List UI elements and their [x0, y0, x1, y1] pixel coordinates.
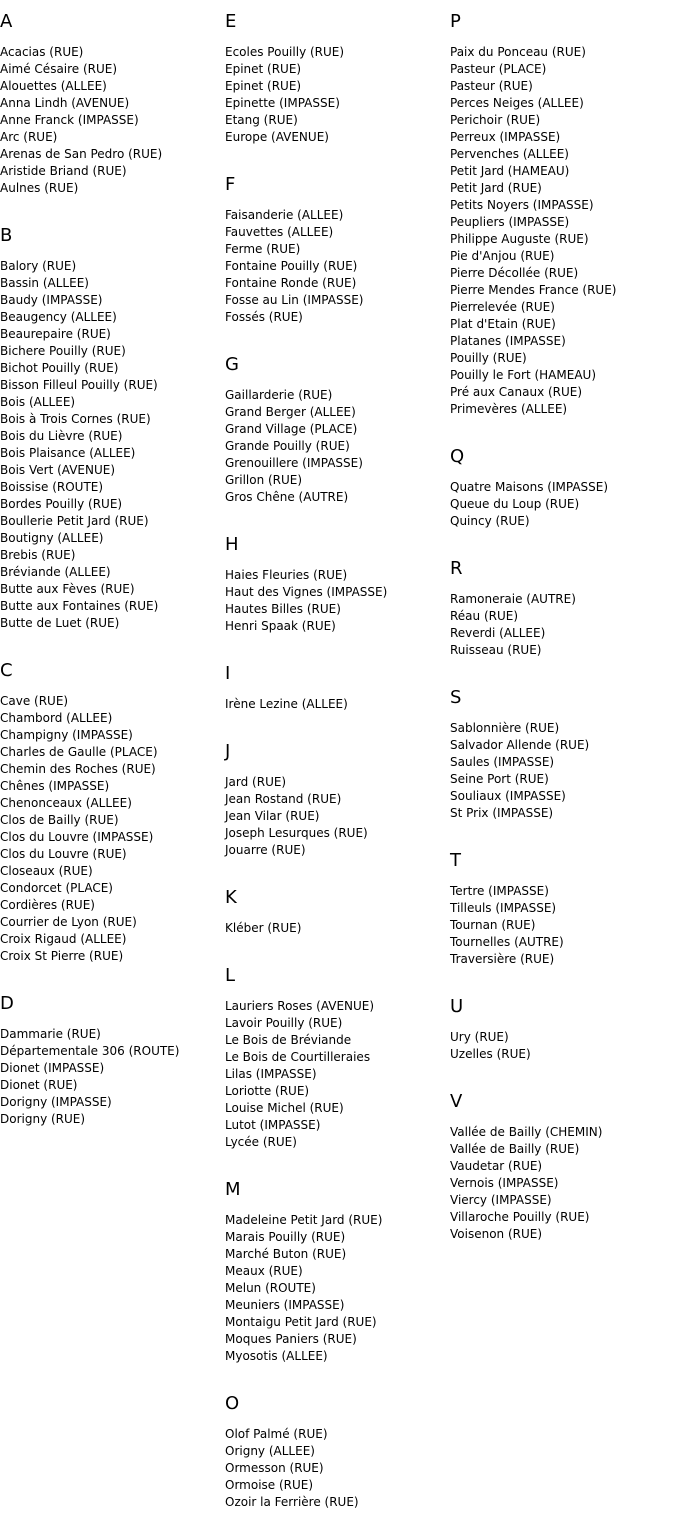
- letter-heading: V: [450, 1091, 463, 1112]
- letter-heading: A: [0, 11, 13, 32]
- section-spacer: [225, 146, 450, 163]
- letter-heading: T: [450, 850, 461, 871]
- section-spacer: [225, 937, 450, 954]
- street-list: [450, 479, 675, 530]
- street-index-column-2: [225, 0, 450, 1528]
- street-link[interactable]: Bisson Filleul Pouilly (RUE): [0, 378, 158, 392]
- street-link[interactable]: Vallée de Bailly (CHEMIN): [450, 1125, 603, 1139]
- letter-section-i: [225, 652, 450, 730]
- street-list: [0, 1026, 225, 1128]
- street-list: [0, 258, 225, 632]
- street-link[interactable]: Kléber (RUE): [225, 921, 302, 935]
- letter-heading: B: [0, 225, 13, 246]
- section-spacer: [450, 659, 675, 676]
- street-list: [450, 883, 675, 968]
- section-spacer: [225, 635, 450, 652]
- street-link[interactable]: Chênes (IMPASSE): [0, 779, 110, 793]
- street-link[interactable]: Traversière (RUE): [450, 952, 555, 966]
- street-link[interactable]: Bois à Trois Cornes (RUE): [0, 412, 151, 426]
- street-link[interactable]: Meuniers (IMPASSE): [225, 1298, 345, 1312]
- street-list: [225, 1426, 450, 1511]
- street-link[interactable]: Platanes (IMPASSE): [450, 334, 566, 348]
- street-link[interactable]: Bréviande (ALLEE): [0, 565, 111, 579]
- street-link[interactable]: Fontaine Ronde (RUE): [225, 276, 357, 290]
- street-link[interactable]: Paix du Ponceau (RUE): [450, 45, 586, 59]
- letter-heading: Q: [450, 446, 465, 467]
- street-link[interactable]: Anna Lindh (AVENUE): [0, 96, 130, 110]
- street-link[interactable]: Grande Pouilly (RUE): [225, 439, 350, 453]
- letter-section-l: [225, 954, 450, 1168]
- street-link[interactable]: Fauvettes (ALLEE): [225, 225, 334, 239]
- street-link[interactable]: Hautes Billes (RUE): [225, 602, 341, 616]
- street-link[interactable]: Pouilly le Fort (HAMEAU): [450, 368, 596, 382]
- street-list: [450, 1029, 675, 1063]
- street-link[interactable]: Vallée de Bailly (RUE): [450, 1142, 580, 1156]
- street-link[interactable]: Petit Jard (RUE): [450, 181, 542, 195]
- street-link[interactable]: Voisenon (RUE): [450, 1227, 543, 1241]
- street-link[interactable]: Grillon (RUE): [225, 473, 303, 487]
- letter-heading: O: [225, 1393, 240, 1414]
- street-link[interactable]: Anne Franck (IMPASSE): [0, 113, 139, 127]
- section-spacer: [225, 1365, 450, 1382]
- street-link[interactable]: Olof Palmé (RUE): [225, 1427, 328, 1441]
- street-link[interactable]: Lavoir Pouilly (RUE): [225, 1016, 343, 1030]
- street-link[interactable]: Meaux (RUE): [225, 1264, 303, 1278]
- letter-section-b: [0, 214, 225, 649]
- street-link[interactable]: Epinette (IMPASSE): [225, 96, 340, 110]
- street-list: [225, 920, 450, 937]
- street-link[interactable]: Beaurepaire (RUE): [0, 327, 111, 341]
- street-link[interactable]: Bois Vert (AVENUE): [0, 463, 116, 477]
- street-link[interactable]: Réau (RUE): [450, 609, 519, 623]
- street-link[interactable]: Dionet (IMPASSE): [0, 1061, 105, 1075]
- street-list: [450, 1124, 675, 1243]
- street-list: [225, 567, 450, 635]
- street-list: [0, 693, 225, 965]
- street-link[interactable]: Quincy (RUE): [450, 514, 530, 528]
- street-link[interactable]: Boutigny (ALLEE): [0, 531, 104, 545]
- letter-heading: S: [450, 687, 462, 708]
- street-link[interactable]: Louise Michel (RUE): [225, 1101, 344, 1115]
- letter-section-f: [225, 163, 450, 343]
- street-link[interactable]: Villaroche Pouilly (RUE): [450, 1210, 590, 1224]
- street-link[interactable]: Gros Chêne (AUTRE): [225, 490, 349, 504]
- street-link[interactable]: Ormoise (RUE): [225, 1478, 314, 1492]
- section-spacer: [450, 1243, 675, 1260]
- street-link[interactable]: Haies Fleuries (RUE): [225, 568, 348, 582]
- street-index-column-3: [450, 0, 675, 1260]
- letter-section-o: [225, 1382, 450, 1528]
- section-spacer: [225, 326, 450, 343]
- street-link[interactable]: Marais Pouilly (RUE): [225, 1230, 346, 1244]
- street-list: [450, 44, 675, 418]
- letter-heading: J: [225, 741, 231, 762]
- letter-section-m: [225, 1168, 450, 1382]
- street-link[interactable]: Saules (IMPASSE): [450, 755, 555, 769]
- letter-heading: L: [225, 965, 236, 986]
- street-link[interactable]: Ury (RUE): [450, 1030, 509, 1044]
- street-link[interactable]: Croix Rigaud (ALLEE): [0, 932, 127, 946]
- street-link[interactable]: Pasteur (PLACE): [450, 62, 547, 76]
- street-link[interactable]: Jouarre (RUE): [225, 843, 306, 857]
- street-link[interactable]: Butte aux Fontaines (RUE): [0, 599, 159, 613]
- street-link[interactable]: Le Bois de Courtilleraies: [225, 1050, 371, 1064]
- street-link[interactable]: Epinet (RUE): [225, 79, 302, 93]
- street-link[interactable]: Gaillarderie (RUE): [225, 388, 333, 402]
- letter-section-a: [0, 0, 225, 214]
- street-link[interactable]: Vaudetar (RUE): [450, 1159, 543, 1173]
- letter-heading: I: [225, 663, 231, 684]
- street-list: [450, 591, 675, 659]
- street-link[interactable]: Beaugency (ALLEE): [0, 310, 117, 324]
- street-link[interactable]: Chemin des Roches (RUE): [0, 762, 156, 776]
- street-link[interactable]: Le Bois de Bréviande: [225, 1033, 352, 1047]
- letter-heading: M: [225, 1179, 241, 1200]
- street-link[interactable]: Plat d'Etain (RUE): [450, 317, 556, 331]
- street-link[interactable]: Pouilly (RUE): [450, 351, 527, 365]
- street-link[interactable]: Courrier de Lyon (RUE): [0, 915, 137, 929]
- letter-section-t: [450, 839, 675, 985]
- street-link[interactable]: Clos du Louvre (IMPASSE): [0, 830, 154, 844]
- street-link[interactable]: Cordières (RUE): [0, 898, 95, 912]
- street-link[interactable]: Irène Lezine (ALLEE): [225, 697, 348, 711]
- letter-section-u: [450, 985, 675, 1080]
- letter-heading: U: [450, 996, 464, 1017]
- street-link[interactable]: Perichoir (RUE): [450, 113, 541, 127]
- street-link[interactable]: Dammarie (RUE): [0, 1027, 101, 1041]
- street-link[interactable]: Bordes Pouilly (RUE): [0, 497, 123, 511]
- street-link[interactable]: Closeaux (RUE): [0, 864, 93, 878]
- street-link[interactable]: Condorcet (PLACE): [0, 881, 113, 895]
- street-link[interactable]: Pasteur (RUE): [450, 79, 533, 93]
- street-link[interactable]: Aulnes (RUE): [0, 181, 79, 195]
- letter-section-j: [225, 730, 450, 876]
- letter-heading: F: [225, 174, 236, 195]
- street-link[interactable]: Lilas (IMPASSE): [225, 1067, 317, 1081]
- letter-section-h: [225, 523, 450, 652]
- street-link[interactable]: Philippe Auguste (RUE): [450, 232, 589, 246]
- section-spacer: [450, 418, 675, 435]
- street-link[interactable]: Clos de Bailly (RUE): [0, 813, 119, 827]
- section-spacer: [450, 1063, 675, 1080]
- section-spacer: [225, 859, 450, 876]
- street-link[interactable]: Reverdi (ALLEE): [450, 626, 546, 640]
- street-link[interactable]: Aristide Briand (RUE): [0, 164, 127, 178]
- section-spacer: [225, 1511, 450, 1528]
- street-link[interactable]: Bassin (ALLEE): [0, 276, 89, 290]
- street-link[interactable]: Dorigny (IMPASSE): [0, 1095, 112, 1109]
- letter-heading: E: [225, 11, 237, 32]
- street-link[interactable]: Tournelles (AUTRE): [450, 935, 564, 949]
- street-link[interactable]: Acacias (RUE): [0, 45, 84, 59]
- street-list: [450, 720, 675, 822]
- street-link[interactable]: Champigny (IMPASSE): [0, 728, 133, 742]
- street-link[interactable]: Bois Plaisance (ALLEE): [0, 446, 136, 460]
- street-link[interactable]: Arc (RUE): [0, 130, 58, 144]
- letter-section-k: [225, 876, 450, 954]
- letter-section-s: [450, 676, 675, 839]
- street-link[interactable]: Loriotte (RUE): [225, 1084, 310, 1098]
- street-link[interactable]: Lutot (IMPASSE): [225, 1118, 321, 1132]
- street-link[interactable]: Henri Spaak (RUE): [225, 619, 336, 633]
- street-link[interactable]: Epinet (RUE): [225, 62, 302, 76]
- letter-section-r: [450, 547, 675, 676]
- street-link[interactable]: Queue du Loup (RUE): [450, 497, 580, 511]
- street-link[interactable]: Grenouillere (IMPASSE): [225, 456, 363, 470]
- street-link[interactable]: Ramoneraie (AUTRE): [450, 592, 576, 606]
- street-link[interactable]: Seine Port (RUE): [450, 772, 549, 786]
- street-list: [225, 998, 450, 1151]
- street-link[interactable]: Fosse au Lin (IMPASSE): [225, 293, 364, 307]
- street-link[interactable]: Etang (RUE): [225, 113, 298, 127]
- section-spacer: [450, 822, 675, 839]
- street-link[interactable]: Montaigu Petit Jard (RUE): [225, 1315, 377, 1329]
- letter-section-p: [450, 0, 675, 435]
- street-link[interactable]: Pré aux Canaux (RUE): [450, 385, 583, 399]
- street-link[interactable]: Jean Vilar (RUE): [225, 809, 320, 823]
- street-link[interactable]: Butte aux Fèves (RUE): [0, 582, 135, 596]
- section-spacer: [450, 968, 675, 985]
- street-link[interactable]: Moques Paniers (RUE): [225, 1332, 357, 1346]
- street-link[interactable]: Brebis (RUE): [0, 548, 76, 562]
- street-link[interactable]: Europe (AVENUE): [225, 130, 329, 144]
- street-link[interactable]: Grand Berger (ALLEE): [225, 405, 356, 419]
- street-link[interactable]: Pierre Mendes France (RUE): [450, 283, 617, 297]
- street-link[interactable]: Madeleine Petit Jard (RUE): [225, 1213, 383, 1227]
- street-link[interactable]: Aimé Césaire (RUE): [0, 62, 118, 76]
- street-link[interactable]: Fossés (RUE): [225, 310, 303, 324]
- street-link[interactable]: Alouettes (ALLEE): [0, 79, 107, 93]
- street-link[interactable]: Boullerie Petit Jard (RUE): [0, 514, 149, 528]
- street-link[interactable]: Clos du Louvre (RUE): [0, 847, 127, 861]
- street-link[interactable]: Marché Buton (RUE): [225, 1247, 347, 1261]
- street-list: [225, 44, 450, 146]
- street-link[interactable]: Viercy (IMPASSE): [450, 1193, 552, 1207]
- street-link[interactable]: Pervenches (ALLEE): [450, 147, 569, 161]
- street-link[interactable]: Dorigny (RUE): [0, 1112, 86, 1126]
- street-link[interactable]: Pie d'Anjou (RUE): [450, 249, 555, 263]
- street-link[interactable]: Chambord (ALLEE): [0, 711, 113, 725]
- street-link[interactable]: Souliaux (IMPASSE): [450, 789, 566, 803]
- letter-heading: K: [225, 887, 237, 908]
- street-link[interactable]: Petits Noyers (IMPASSE): [450, 198, 594, 212]
- street-link[interactable]: St Prix (IMPASSE): [450, 806, 554, 820]
- section-spacer: [225, 1151, 450, 1168]
- street-link[interactable]: Ozoir la Ferrière (RUE): [225, 1495, 359, 1509]
- street-link[interactable]: Départementale 306 (ROUTE): [0, 1044, 180, 1058]
- street-link[interactable]: Tilleuls (IMPASSE): [450, 901, 557, 915]
- letter-section-e: [225, 0, 450, 163]
- street-link[interactable]: Cave (RUE): [0, 694, 69, 708]
- street-link[interactable]: Ferme (RUE): [225, 242, 301, 256]
- section-spacer: [450, 530, 675, 547]
- street-link[interactable]: Grand Village (PLACE): [225, 422, 358, 436]
- street-link[interactable]: Lauriers Roses (AVENUE): [225, 999, 375, 1013]
- street-link[interactable]: Faisanderie (ALLEE): [225, 208, 344, 222]
- letter-heading: R: [450, 558, 463, 579]
- street-link[interactable]: Pierre Décollée (RUE): [450, 266, 579, 280]
- street-list: [225, 207, 450, 326]
- street-link[interactable]: Dionet (RUE): [0, 1078, 78, 1092]
- street-link[interactable]: Joseph Lesurques (RUE): [225, 826, 368, 840]
- section-spacer: [0, 632, 225, 649]
- street-link[interactable]: Charles de Gaulle (PLACE): [0, 745, 158, 759]
- street-link[interactable]: Bois du Lièvre (RUE): [0, 429, 123, 443]
- letter-section-q: [450, 435, 675, 547]
- section-spacer: [225, 713, 450, 730]
- street-link[interactable]: Balory (RUE): [0, 259, 77, 273]
- street-link[interactable]: Butte de Luet (RUE): [0, 616, 120, 630]
- street-link[interactable]: Haut des Vignes (IMPASSE): [225, 585, 388, 599]
- section-spacer: [0, 965, 225, 982]
- street-link[interactable]: Bichot Pouilly (RUE): [0, 361, 119, 375]
- street-link[interactable]: Vernois (IMPASSE): [450, 1176, 559, 1190]
- letter-heading: G: [225, 354, 239, 375]
- street-list: [225, 1212, 450, 1365]
- street-link[interactable]: Tertre (IMPASSE): [450, 884, 549, 898]
- street-link[interactable]: Perces Neiges (ALLEE): [450, 96, 584, 110]
- street-list: [0, 44, 225, 197]
- street-link[interactable]: Origny (ALLEE): [225, 1444, 315, 1458]
- street-link[interactable]: Jard (RUE): [225, 775, 287, 789]
- letter-section-c: [0, 649, 225, 982]
- street-link[interactable]: Fontaine Pouilly (RUE): [225, 259, 358, 273]
- street-link[interactable]: Chenonceaux (ALLEE): [0, 796, 132, 810]
- street-link[interactable]: Melun (ROUTE): [225, 1281, 316, 1295]
- street-link[interactable]: Jean Rostand (RUE): [225, 792, 342, 806]
- street-link[interactable]: Ecoles Pouilly (RUE): [225, 45, 345, 59]
- section-spacer: [225, 506, 450, 523]
- street-list: [225, 696, 450, 713]
- street-link[interactable]: Pierrelevée (RUE): [450, 300, 555, 314]
- street-link[interactable]: Croix St Pierre (RUE): [0, 949, 124, 963]
- street-link[interactable]: Primevères (ALLEE): [450, 402, 568, 416]
- street-link[interactable]: Quatre Maisons (IMPASSE): [450, 480, 609, 494]
- street-link[interactable]: Ormesson (RUE): [225, 1461, 324, 1475]
- street-link[interactable]: Myosotis (ALLEE): [225, 1349, 328, 1363]
- street-link[interactable]: Lycée (RUE): [225, 1135, 297, 1149]
- street-link[interactable]: Ruisseau (RUE): [450, 643, 542, 657]
- street-link[interactable]: Boissise (ROUTE): [0, 480, 104, 494]
- street-link[interactable]: Arenas de San Pedro (RUE): [0, 147, 163, 161]
- street-link[interactable]: Perreux (IMPASSE): [450, 130, 561, 144]
- letter-heading: H: [225, 534, 239, 555]
- section-spacer: [0, 1128, 225, 1145]
- street-link[interactable]: Bichere Pouilly (RUE): [0, 344, 126, 358]
- street-link[interactable]: Bois (ALLEE): [0, 395, 76, 409]
- letter-heading: C: [0, 660, 13, 681]
- letter-heading: P: [450, 11, 461, 32]
- street-link[interactable]: Petit Jard (HAMEAU): [450, 164, 570, 178]
- section-spacer: [0, 197, 225, 214]
- street-link[interactable]: Baudy (IMPASSE): [0, 293, 103, 307]
- letter-section-d: [0, 982, 225, 1145]
- letter-section-v: [450, 1080, 675, 1260]
- street-list: [225, 387, 450, 506]
- letter-section-g: [225, 343, 450, 523]
- street-link[interactable]: Uzelles (RUE): [450, 1047, 531, 1061]
- street-link[interactable]: Salvador Allende (RUE): [450, 738, 590, 752]
- letter-heading: D: [0, 993, 14, 1014]
- street-link[interactable]: Tournan (RUE): [450, 918, 536, 932]
- street-link[interactable]: Peupliers (IMPASSE): [450, 215, 570, 229]
- street-link[interactable]: Sablonnière (RUE): [450, 721, 560, 735]
- street-index-column-1: [0, 0, 225, 1145]
- street-list: [225, 774, 450, 859]
